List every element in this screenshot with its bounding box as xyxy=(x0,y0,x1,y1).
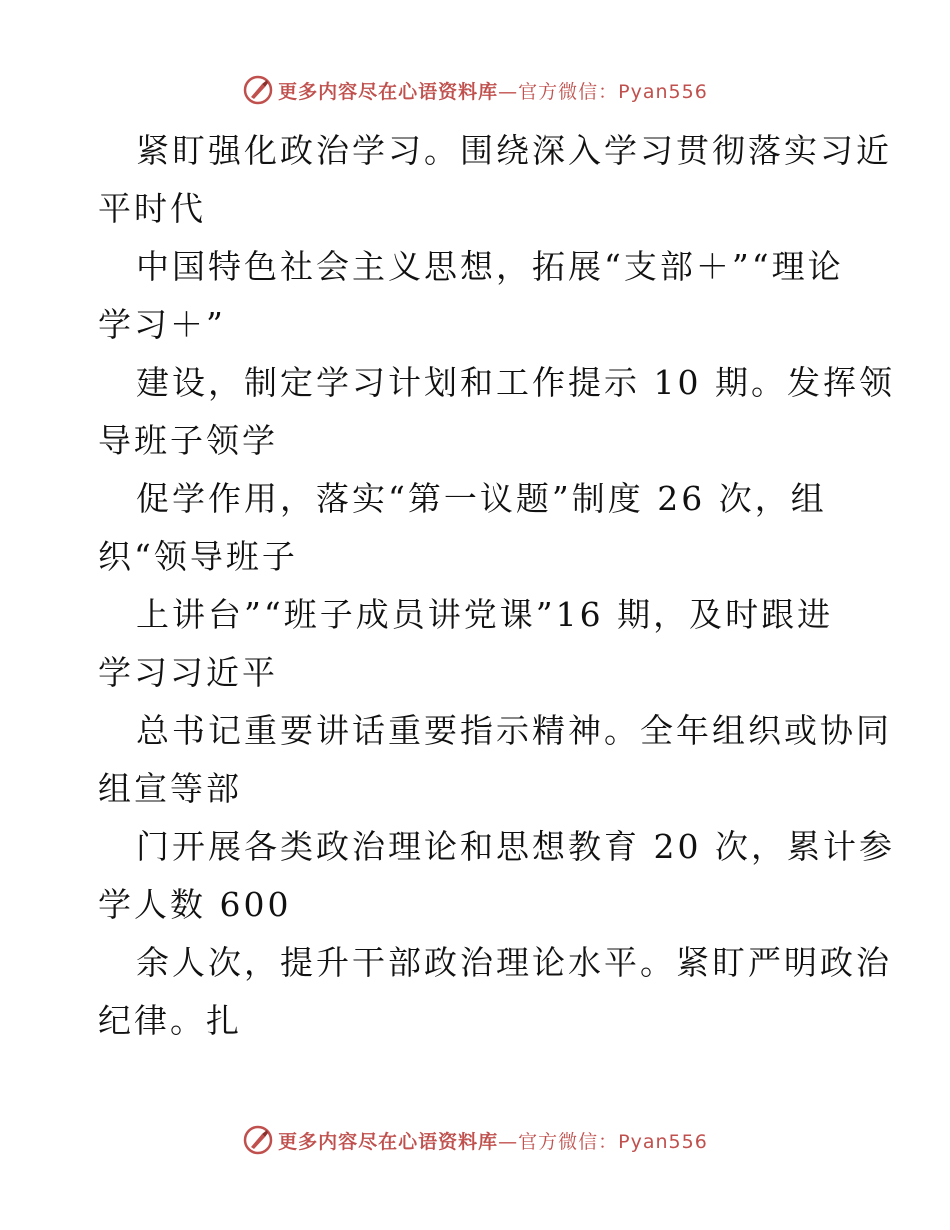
banner-text xyxy=(278,77,708,104)
banner-contact: 官方微信：Pyan556 xyxy=(518,1130,708,1153)
banner-brand: 更多内容尽在心语资料库 xyxy=(278,1130,499,1153)
banner-brand: 更多内容尽在心语资料库 xyxy=(278,80,499,103)
banner-separator: — xyxy=(498,1130,519,1153)
banner-contact: 官方微信：Pyan556 xyxy=(518,80,708,103)
document-body xyxy=(98,122,895,1050)
banner-separator: — xyxy=(498,80,519,103)
text-line: 余人次，提升干部政治理论水平。紧盯严明政治 xyxy=(136,943,892,982)
text-line: 学习习近平 xyxy=(98,653,278,692)
text-line: 紧盯强化政治学习。围绕深入学习贯彻落实习近 xyxy=(136,131,892,170)
text-line: 总书记重要讲话重要指示精神。全年组织或协同 xyxy=(136,711,892,750)
text-line: 纪律。扎 xyxy=(98,1001,242,1040)
text-line: 上讲台”“班子成员讲党课”16 期，及时跟进 xyxy=(136,595,834,634)
text-line: 促学作用，落实“第一议题”制度 26 次，组 xyxy=(136,479,827,518)
text-line: 组宣等部 xyxy=(98,769,242,808)
footer-banner xyxy=(0,1122,950,1158)
header-banner xyxy=(0,72,950,108)
text-line: 建设，制定学习计划和工作提示 10 期。发挥领 xyxy=(136,363,895,402)
text-line: 导班子领学 xyxy=(98,421,278,460)
text-line: 学习＋” xyxy=(98,305,226,344)
pen-nib-logo-icon xyxy=(242,74,274,106)
text-line: 平时代 xyxy=(98,189,206,228)
text-line: 织“领导班子 xyxy=(98,537,298,576)
pen-nib-logo-icon xyxy=(242,1124,274,1156)
text-line: 学人数 600 xyxy=(98,885,292,924)
text-line: 门开展各类政治理论和思想教育 20 次，累计参 xyxy=(136,827,895,866)
text-line: 中国特色社会主义思想，拓展“支部＋”“理论 xyxy=(136,247,844,286)
banner-text xyxy=(278,1127,708,1154)
